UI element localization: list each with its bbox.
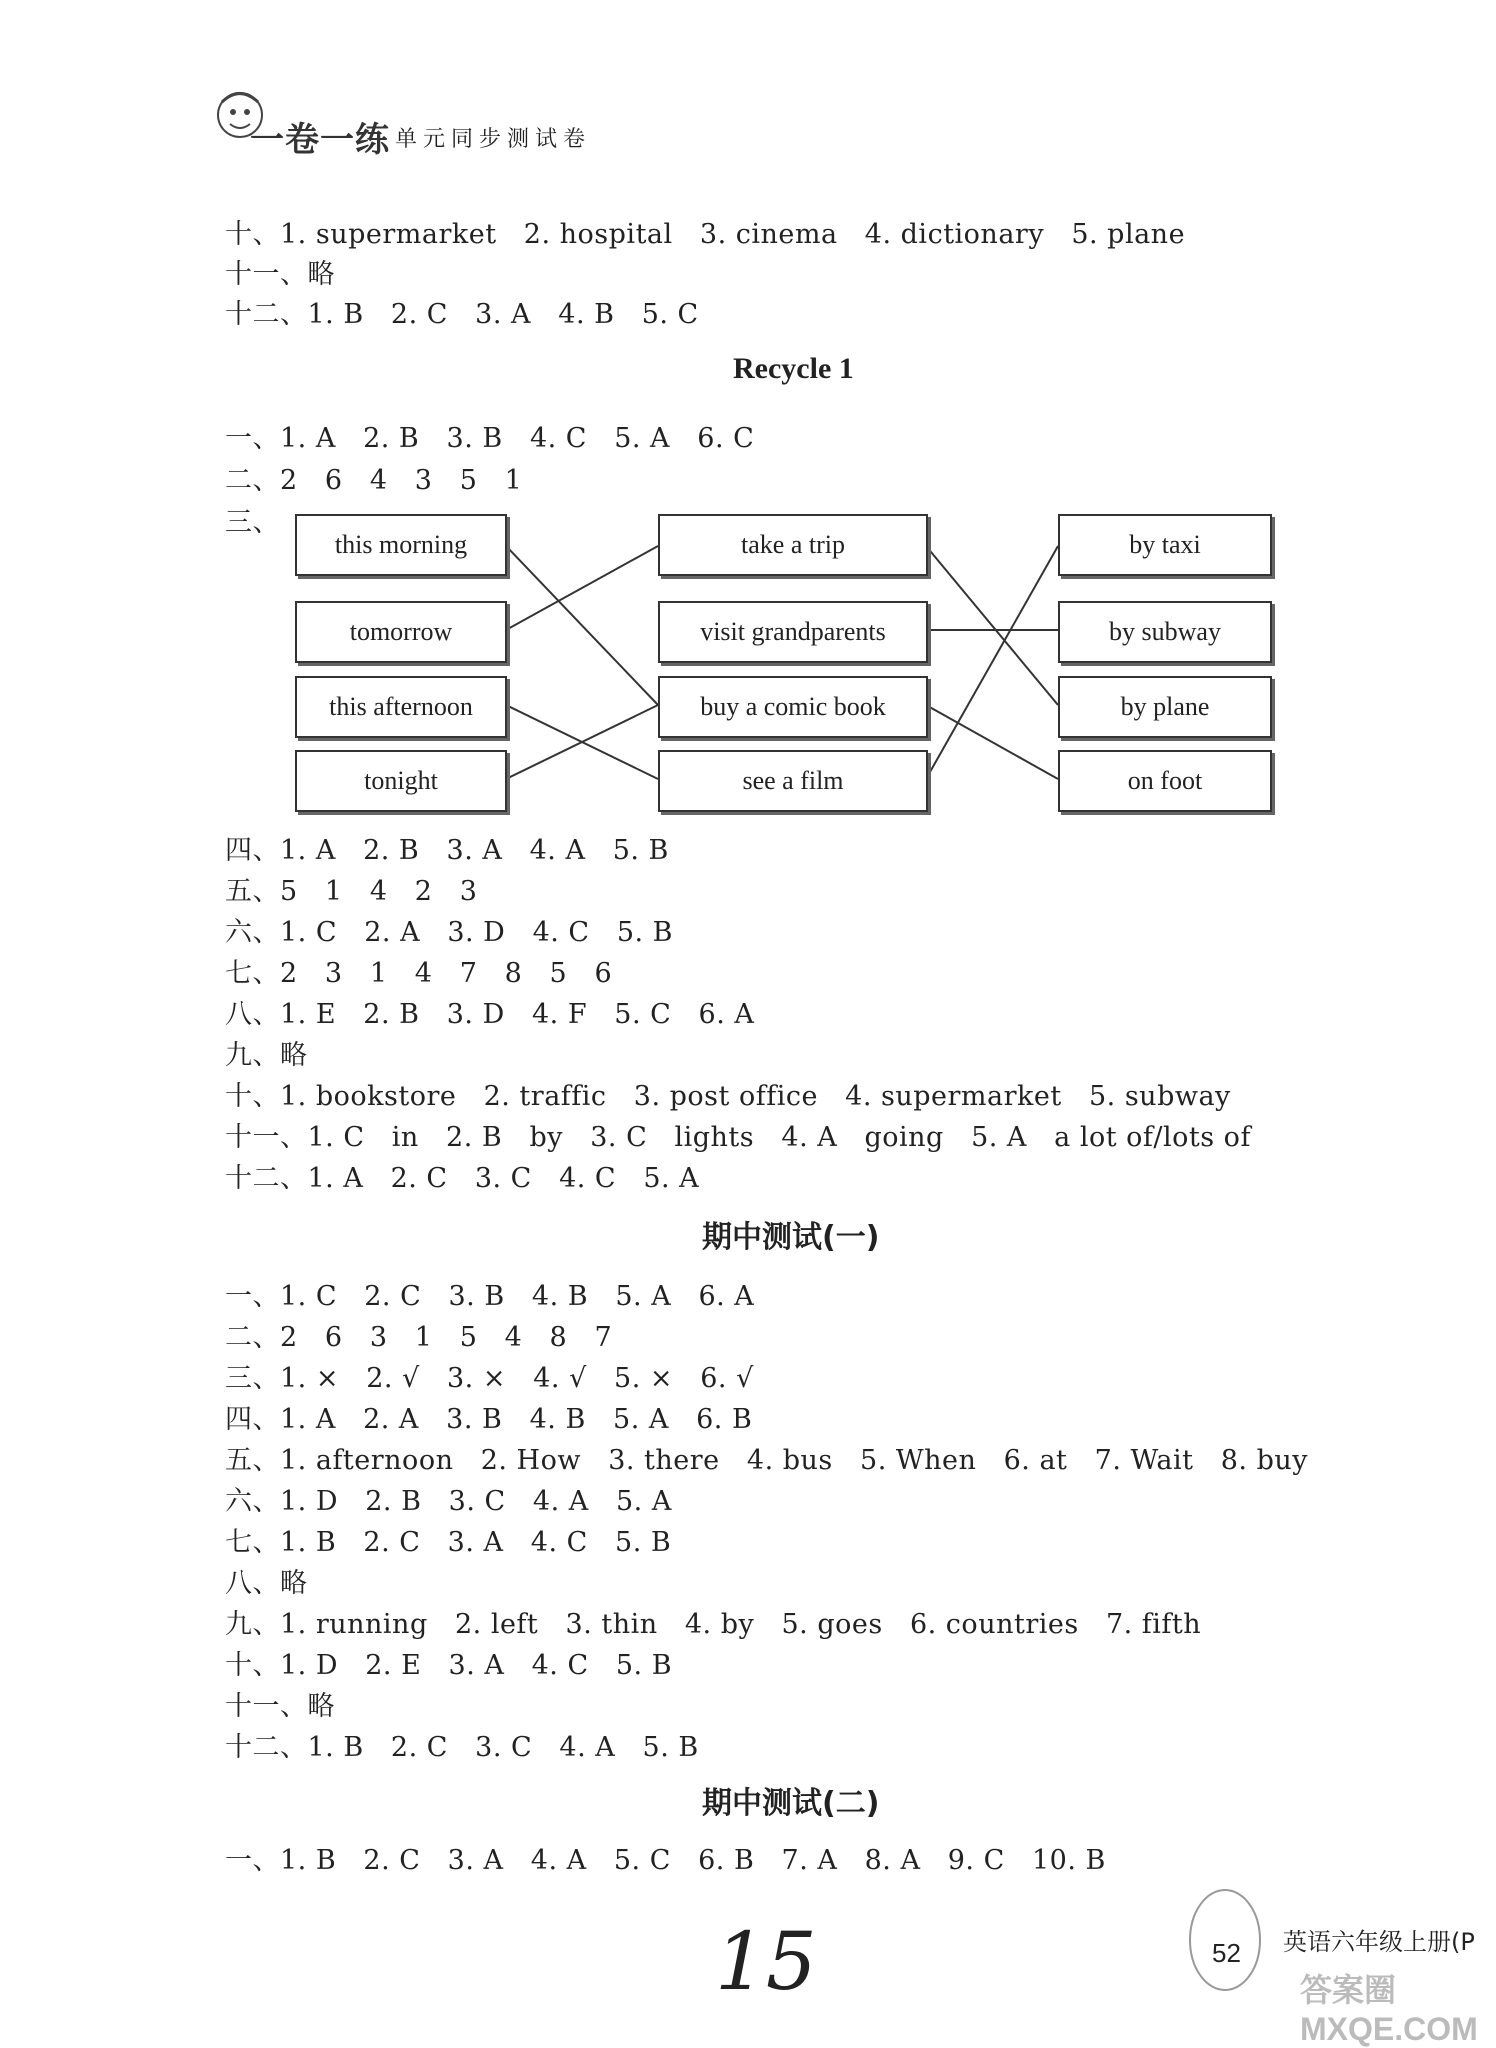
section-title-midterm-2: 期中测试(二)	[702, 1786, 880, 1821]
answer-line: 一、1. A 2. B 3. B 4. C 5. A 6. C	[225, 423, 755, 454]
match-box-on-foot: on foot	[1058, 750, 1272, 812]
answer-line: 十二、1. B 2. C 3. A 4. B 5. C	[225, 299, 699, 330]
answer-line: 七、1. B 2. C 3. A 4. C 5. B	[225, 1527, 672, 1558]
answer-line: 十、1. bookstore 2. traffic 3. post office 4. supermarket 5. subway	[225, 1081, 1231, 1112]
answer-line: 一、1. B 2. C 3. A 4. A 5. C 6. B 7. A 8. A 9. C 10. B	[225, 1845, 1106, 1876]
answer-line: 十一、略	[225, 1691, 335, 1722]
answer-line: 二、2 6 4 3 5 1	[225, 465, 523, 496]
answer-line: 七、2 3 1 4 7 8 5 6	[225, 958, 613, 989]
answer-line: 六、1. C 2. A 3. D 4. C 5. B	[225, 917, 674, 948]
book-title: 英语六年级上册(P	[1283, 1928, 1475, 1956]
match-box-tomorrow: tomorrow	[295, 601, 507, 663]
answer-line: 十、1. D 2. E 3. A 4. C 5. B	[225, 1650, 673, 1681]
match-box-tonight: tonight	[295, 750, 507, 812]
answer-line: 五、1. afternoon 2. How 3. there 4. bus 5. When 6. at 7. Wait 8. buy	[225, 1445, 1309, 1476]
answer-line: 十一、1. C in 2. B by 3. C lights 4. A going 5. A a lot of/lots of	[225, 1122, 1251, 1153]
answer-line: 十、1. supermarket 2. hospital 3. cinema 4. dictionary 5. plane	[225, 219, 1186, 250]
match-box-see-a-film: see a film	[658, 750, 928, 812]
answer-line: 八、1. E 2. B 3. D 4. F 5. C 6. A	[225, 999, 755, 1030]
answer-line: 三、1. × 2. √ 3. × 4. √ 5. × 6. √	[225, 1363, 754, 1394]
answer-line: 十二、1. B 2. C 3. C 4. A 5. B	[225, 1732, 699, 1763]
answer-line: 四、1. A 2. A 3. B 4. B 5. A 6. B	[225, 1404, 753, 1435]
handwritten-note: 15	[715, 1915, 817, 2008]
answer-line: 八、略	[225, 1568, 308, 1599]
answer-line: 一、1. C 2. C 3. B 4. B 5. A 6. A	[225, 1281, 755, 1312]
match-box-visit-grandparents: visit grandparents	[658, 601, 928, 663]
header-subtitle: 单元同步测试卷	[395, 127, 592, 152]
match-box-by-plane: by plane	[1058, 676, 1272, 738]
match-box-this-afternoon: this afternoon	[295, 676, 507, 738]
answer-line: 二、2 6 3 1 5 4 8 7	[225, 1322, 613, 1353]
answer-line: 六、1. D 2. B 3. C 4. A 5. A	[225, 1486, 672, 1517]
answer-line: 十一、略	[225, 259, 335, 290]
section-title-midterm-1: 期中测试(一)	[702, 1220, 880, 1255]
match-box-this-morning: this morning	[295, 514, 507, 576]
section-title-recycle-1: Recycle 1	[733, 352, 854, 385]
answer-line: 九、略	[225, 1040, 308, 1071]
match-box-buy-a-comic-book: buy a comic book	[658, 676, 928, 738]
match-box-by-taxi: by taxi	[1058, 514, 1272, 576]
watermark: 答案圈 MXQE.COM	[1300, 1972, 1478, 2047]
header-brand: 一卷一练	[250, 120, 390, 160]
match-box-take-a-trip: take a trip	[658, 514, 928, 576]
answer-line: 九、1. running 2. left 3. thin 4. by 5. goes 6. countries 7. fifth	[225, 1609, 1202, 1640]
answer-line: 十二、1. A 2. C 3. C 4. C 5. A	[225, 1163, 700, 1194]
page-number: 52	[1212, 1938, 1241, 1968]
answer-line: 五、5 1 4 2 3	[225, 876, 478, 907]
match-box-by-subway: by subway	[1058, 601, 1272, 663]
matching-label: 三、	[225, 507, 280, 538]
answer-line: 四、1. A 2. B 3. A 4. A 5. B	[225, 835, 669, 866]
